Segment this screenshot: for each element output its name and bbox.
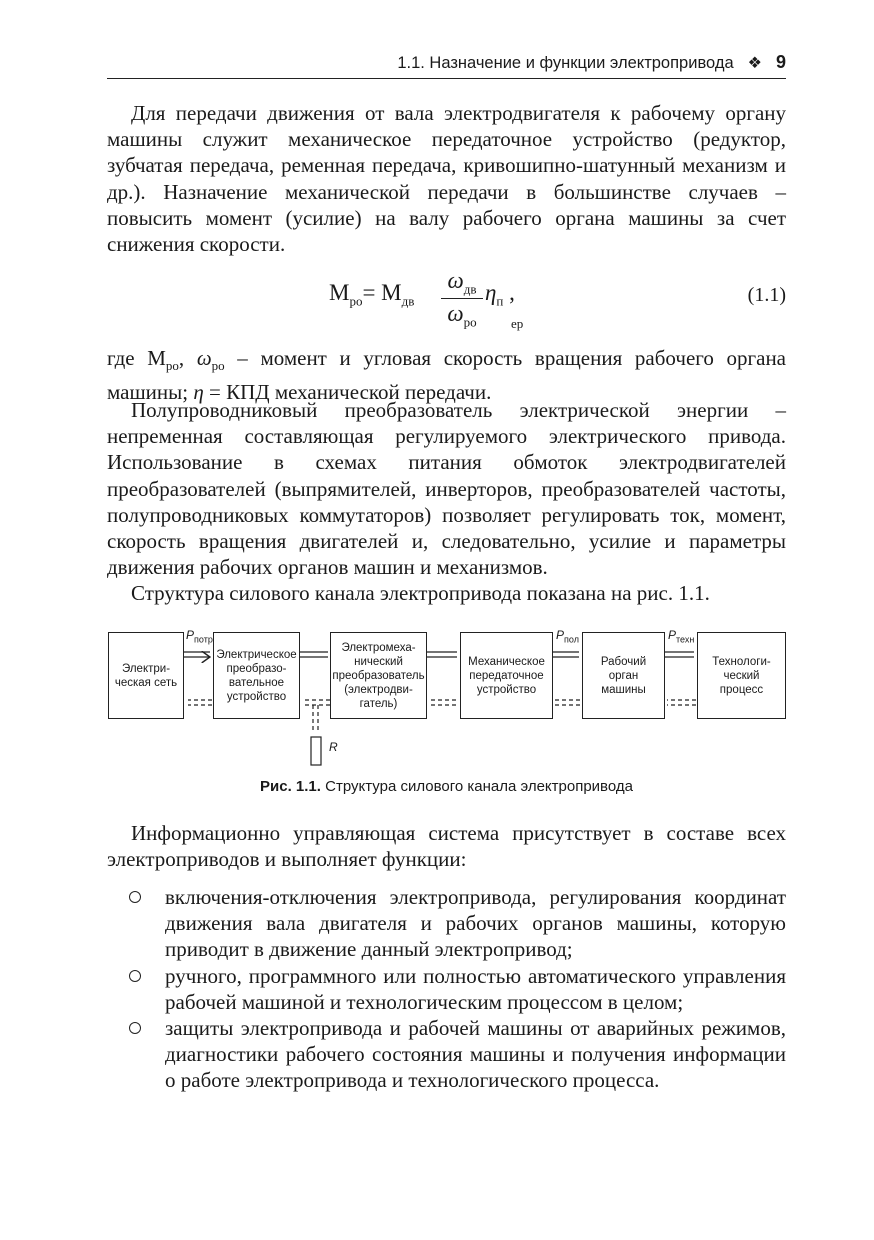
list-item xyxy=(107,1015,786,1094)
block-power-grid xyxy=(108,632,184,719)
block-mechanical-transmission xyxy=(460,632,553,719)
text: = КПД механической передачи. xyxy=(203,380,492,405)
list-item-text: ручного, программного или полностью автоматического управления рабочей машиной и технологическим процессом в целом; xyxy=(165,963,786,1014)
block-label: Электрическое преобразо- вательное устройство xyxy=(216,648,297,703)
text: где M xyxy=(107,346,166,370)
circle-bullet-icon xyxy=(129,1022,141,1034)
formula-sub: дв xyxy=(463,281,477,297)
block-label: Электромеха- нический преобразователь (электродви- гатель) xyxy=(332,641,425,710)
omega: ω xyxy=(196,346,212,370)
formula-sub: ер xyxy=(511,316,524,331)
function-list xyxy=(107,884,786,1094)
running-header xyxy=(107,52,786,79)
block-tech-process xyxy=(697,632,786,719)
paragraph-3: Структура силового канала электропривода показана на рис. 1.1. xyxy=(131,581,710,605)
block-motor xyxy=(330,632,427,719)
page-number: 9 xyxy=(775,52,786,72)
block-label: Механическое передаточное устройство xyxy=(468,655,545,696)
ornament-icon: ❖ xyxy=(747,55,762,72)
p-label: $P_{потр}$ xyxy=(186,628,213,645)
block-diagram xyxy=(100,620,800,780)
list-item-text: включения-отключения электропривода, регулирования координат движения вала двигателя и рабочих органов машины, которую приводит в движение данный электропривод; xyxy=(165,885,786,962)
block-working-organ xyxy=(582,632,665,719)
fraction xyxy=(441,268,483,331)
list-item-text: защиты электропривода и рабочей машины от аварийных режимов, диагностики рабочего состояния машины и получения информации о работе электропривода и технологического процесса. xyxy=(165,1016,786,1093)
eta: η xyxy=(193,380,204,405)
block-label: Рабочий орган машины xyxy=(600,655,647,696)
p-label: $P_{техн}$ xyxy=(668,628,695,645)
p-label: $P_{пол}$ xyxy=(556,628,579,645)
figure-caption xyxy=(107,778,786,795)
block-label: Электри- ческая сеть xyxy=(114,662,178,689)
section-title: 1.1. Назначение и функции электропривода xyxy=(397,54,734,72)
equation-number: (1.1) xyxy=(747,284,786,306)
resistor-icon xyxy=(311,737,321,765)
denominator: ω xyxy=(447,301,464,326)
paragraph-1: Для передачи движения от вала электродвигателя к рабочему органу машины служит механическое передаточное устройство (редуктор, зубчатая передача, ременная передача, кривошипно-шатунный механизм и др.). Назначение механической передачи в большинстве случаев – повысить момент (усилие) на валу рабочего органа машины за счет снижения скорости. xyxy=(107,101,786,257)
formula-sub: п xyxy=(496,293,504,309)
numerator: ω xyxy=(447,268,464,293)
list-item xyxy=(107,884,786,963)
formula-sub: ро xyxy=(463,314,477,330)
circle-bullet-icon xyxy=(129,891,141,903)
paragraph-2: Полупроводниковый преобразователь электрической энергии – непременная составляющая регулируемого электрического привода. Использование в схемах питания обмоток электродвигателей преобразователей (выпрямителей, инверторов, преобразователей частоты, полупроводниковых коммутаторов) позволяет регулировать ток, момент, скорость вращения двигателей и, следовательно, усилие и параметры движения рабочих органов машин и механизмов. xyxy=(107,398,786,580)
formula-comma: , xyxy=(509,280,515,305)
sub: ро xyxy=(211,358,225,374)
resistor-label: R xyxy=(329,740,338,754)
eta: η xyxy=(485,280,497,305)
circle-bullet-icon xyxy=(129,970,141,982)
formula-sub: дв xyxy=(401,293,415,309)
formula-1-1 xyxy=(107,268,786,338)
text: , xyxy=(178,346,197,370)
formula-sub: ро xyxy=(349,293,363,309)
sub: ро xyxy=(165,358,179,374)
caption-label: Рис. 1.1. xyxy=(260,778,321,795)
text: – момент и угловая скорость вращения рабочего органа машины; xyxy=(107,346,786,405)
list-item xyxy=(107,963,786,1015)
paragraph-4: Информационно управляющая система присутствует в составе всех электроприводов и выполняет функции: xyxy=(107,821,786,872)
caption-text: Структура силового канала электропривода xyxy=(320,778,633,795)
formula-eq: = M xyxy=(362,280,402,305)
block-label: Технологи- ческий процесс xyxy=(712,655,771,696)
formula-lhs: M xyxy=(329,280,350,305)
block-electric-converter xyxy=(213,632,300,719)
